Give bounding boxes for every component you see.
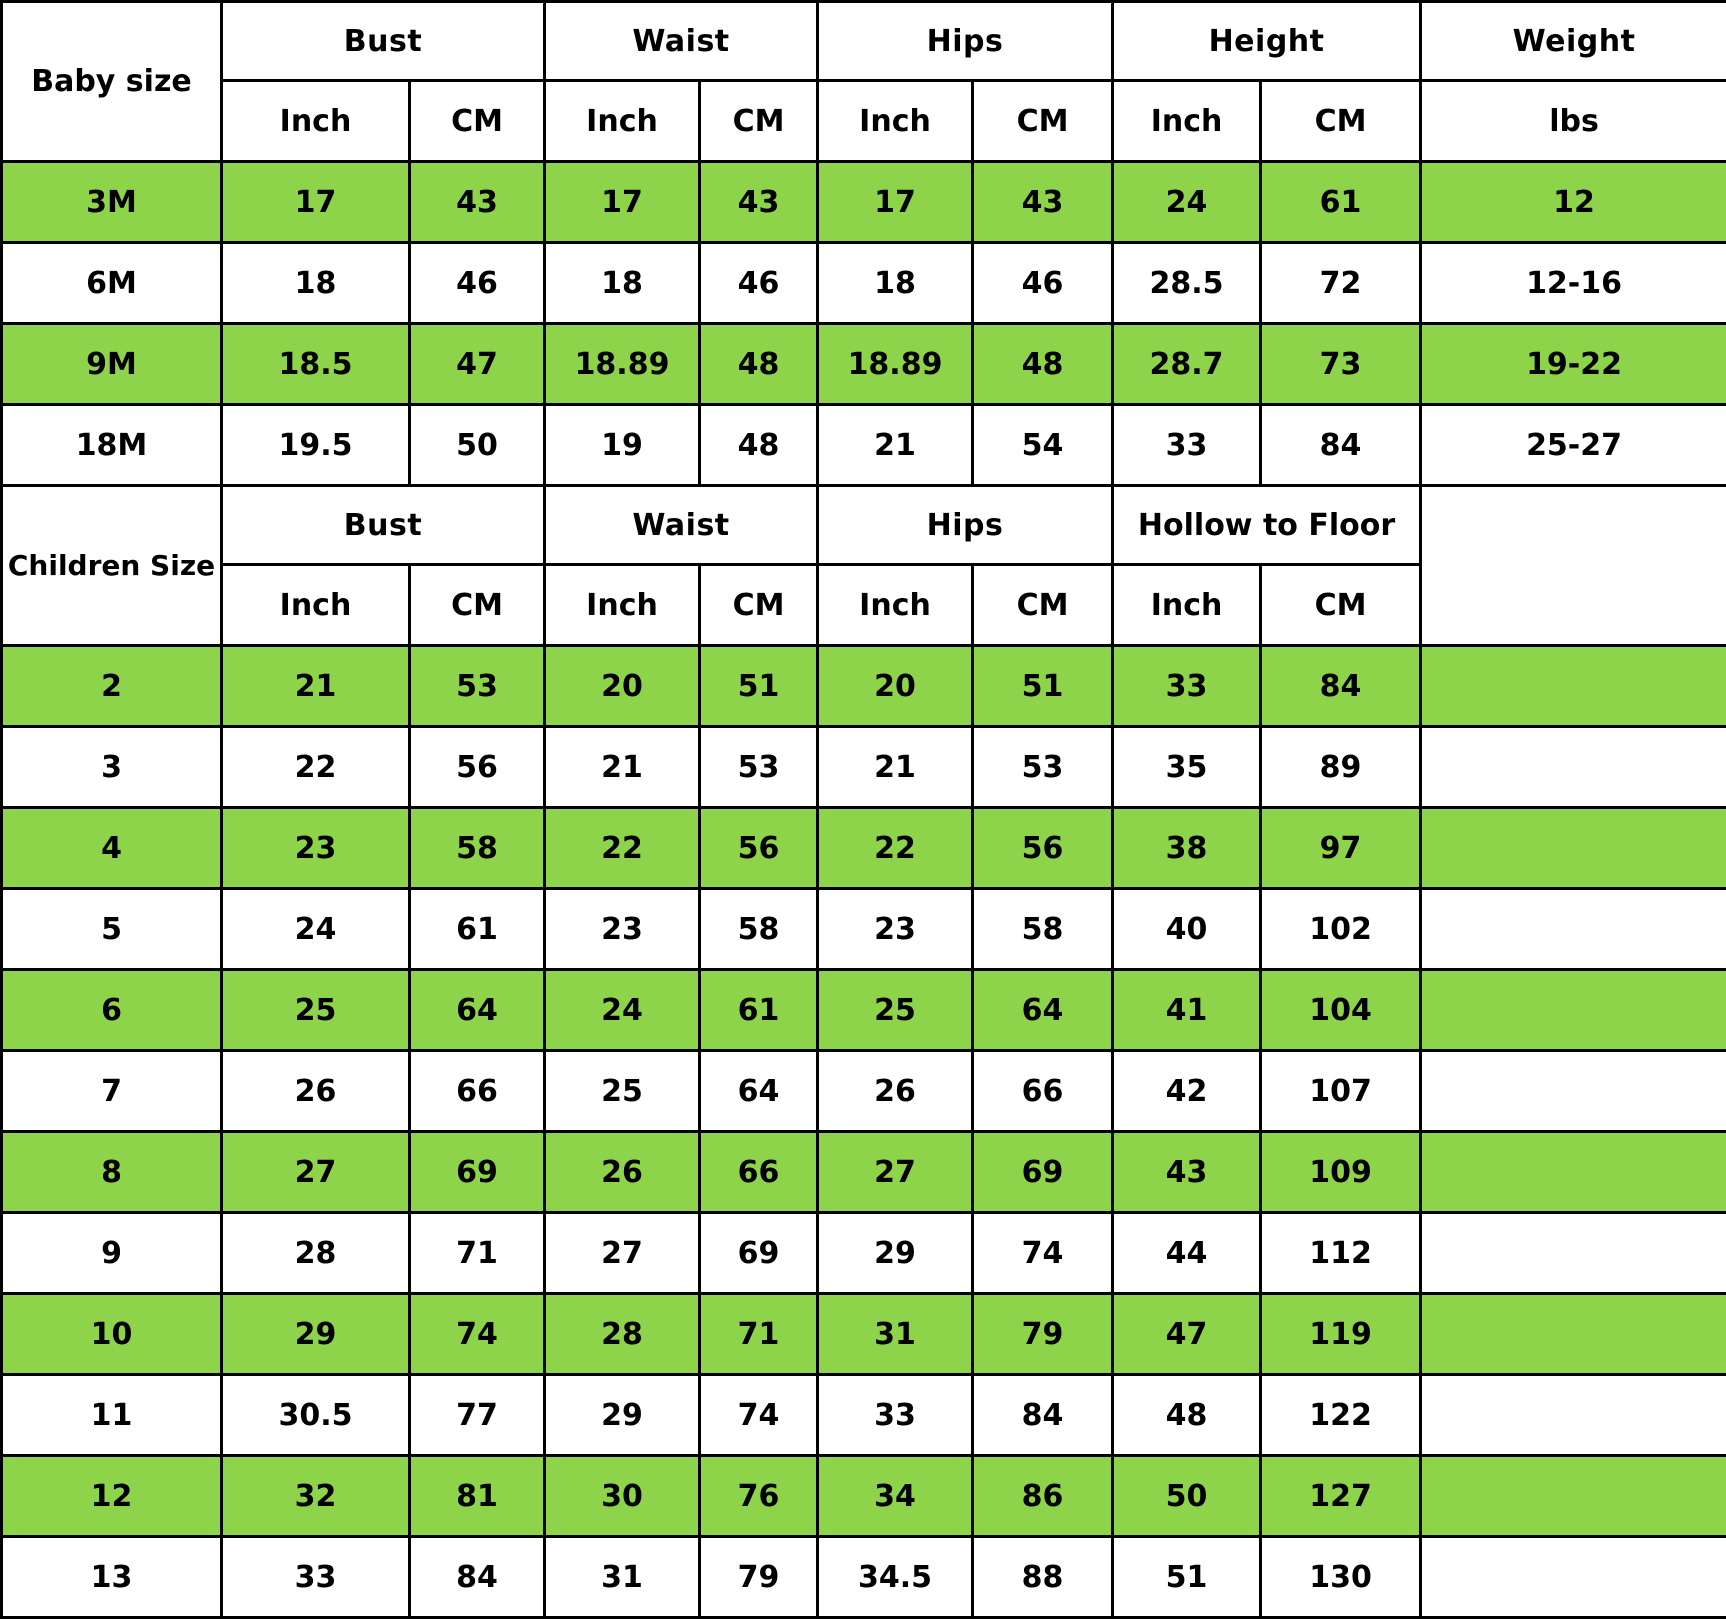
cell-hips-cm: 88: [973, 1537, 1113, 1618]
row-size-label: 3M: [2, 162, 222, 243]
cell-waist-inch: 30: [545, 1456, 700, 1537]
cell-waist-cm: 64: [700, 1051, 818, 1132]
row-size-label: 7: [2, 1051, 222, 1132]
cell-bust-cm: 71: [410, 1213, 545, 1294]
cell-hips-inch: 23: [818, 889, 973, 970]
row-size-label: 18M: [2, 405, 222, 486]
cell-bust-cm: 64: [410, 970, 545, 1051]
table-row: [2, 405, 1726, 486]
cell-hollow-cm: 119: [1261, 1294, 1421, 1375]
cell-hips-inch: 33: [818, 1375, 973, 1456]
cell-bust-inch: 18: [222, 243, 410, 324]
cell-hollow-cm: 127: [1261, 1456, 1421, 1537]
cell-hollow-cm: 107: [1261, 1051, 1421, 1132]
cell-blank: [1421, 1375, 1726, 1456]
cell-blank: [1421, 1051, 1726, 1132]
row-size-label: 5: [2, 889, 222, 970]
cell-blank: [1421, 1213, 1726, 1294]
children-unit-hollow-inch: Inch: [1113, 565, 1261, 646]
children-unit-bust-inch: Inch: [222, 565, 410, 646]
children-unit-hips-inch: Inch: [818, 565, 973, 646]
cell-weight-lbs: 12: [1421, 162, 1726, 243]
cell-hips-inch: 17: [818, 162, 973, 243]
cell-waist-cm: 46: [700, 243, 818, 324]
row-size-label: 11: [2, 1375, 222, 1456]
cell-height-cm: 61: [1261, 162, 1421, 243]
cell-hips-inch: 20: [818, 646, 973, 727]
baby-unit-bust-inch: Inch: [222, 81, 410, 162]
cell-waist-inch: 20: [545, 646, 700, 727]
cell-hips-cm: 79: [973, 1294, 1113, 1375]
cell-hollow-inch: 50: [1113, 1456, 1261, 1537]
table-row: [2, 1537, 1726, 1618]
baby-unit-waist-inch: Inch: [545, 81, 700, 162]
baby-unit-bust-cm: CM: [410, 81, 545, 162]
baby-header-weight: Weight: [1421, 2, 1726, 81]
baby-header-waist: Waist: [545, 2, 818, 81]
cell-hips-cm: 84: [973, 1375, 1113, 1456]
cell-hollow-cm: 84: [1261, 646, 1421, 727]
cell-bust-inch: 17: [222, 162, 410, 243]
baby-header-bust: Bust: [222, 2, 545, 81]
cell-blank: [1421, 970, 1726, 1051]
cell-hollow-cm: 112: [1261, 1213, 1421, 1294]
cell-hollow-cm: 102: [1261, 889, 1421, 970]
children-header-bust: Bust: [222, 486, 545, 565]
cell-bust-inch: 18.5: [222, 324, 410, 405]
table-row: [2, 324, 1726, 405]
cell-blank: [1421, 1294, 1726, 1375]
cell-bust-cm: 77: [410, 1375, 545, 1456]
cell-waist-inch: 17: [545, 162, 700, 243]
cell-hips-cm: 46: [973, 243, 1113, 324]
cell-bust-cm: 56: [410, 727, 545, 808]
cell-waist-inch: 18: [545, 243, 700, 324]
row-size-label: 8: [2, 1132, 222, 1213]
cell-hollow-inch: 44: [1113, 1213, 1261, 1294]
children-size-corner-label: Children Size: [2, 486, 222, 646]
cell-hollow-inch: 35: [1113, 727, 1261, 808]
cell-hips-cm: 51: [973, 646, 1113, 727]
row-size-label: 4: [2, 808, 222, 889]
table-row: [2, 889, 1726, 970]
cell-waist-inch: 25: [545, 1051, 700, 1132]
cell-weight-lbs: 19-22: [1421, 324, 1726, 405]
cell-bust-inch: 33: [222, 1537, 410, 1618]
cell-height-cm: 72: [1261, 243, 1421, 324]
cell-height-inch: 28.5: [1113, 243, 1261, 324]
cell-bust-cm: 61: [410, 889, 545, 970]
cell-hollow-inch: 47: [1113, 1294, 1261, 1375]
cell-waist-cm: 58: [700, 889, 818, 970]
cell-hips-inch: 26: [818, 1051, 973, 1132]
cell-bust-cm: 50: [410, 405, 545, 486]
row-size-label: 6: [2, 970, 222, 1051]
cell-hips-inch: 31: [818, 1294, 973, 1375]
table-row: [2, 808, 1726, 889]
cell-blank: [1421, 646, 1726, 727]
cell-waist-inch: 24: [545, 970, 700, 1051]
cell-hollow-inch: 42: [1113, 1051, 1261, 1132]
cell-hollow-cm: 97: [1261, 808, 1421, 889]
children-unit-hollow-cm: CM: [1261, 565, 1421, 646]
cell-waist-inch: 21: [545, 727, 700, 808]
cell-hollow-cm: 109: [1261, 1132, 1421, 1213]
cell-waist-cm: 74: [700, 1375, 818, 1456]
cell-hips-cm: 56: [973, 808, 1113, 889]
cell-waist-cm: 51: [700, 646, 818, 727]
cell-hips-inch: 27: [818, 1132, 973, 1213]
cell-height-cm: 73: [1261, 324, 1421, 405]
cell-hips-cm: 48: [973, 324, 1113, 405]
cell-waist-inch: 29: [545, 1375, 700, 1456]
baby-header-unit-row: [2, 81, 1726, 162]
cell-blank: [1421, 1537, 1726, 1618]
cell-hips-inch: 29: [818, 1213, 973, 1294]
cell-hips-inch: 21: [818, 727, 973, 808]
cell-blank: [1421, 727, 1726, 808]
cell-waist-inch: 31: [545, 1537, 700, 1618]
baby-header-height: Height: [1113, 2, 1421, 81]
baby-unit-weight-lbs: lbs: [1421, 81, 1726, 162]
cell-hollow-inch: 48: [1113, 1375, 1261, 1456]
children-header-hollow-to-floor: Hollow to Floor: [1113, 486, 1421, 565]
cell-bust-inch: 22: [222, 727, 410, 808]
cell-weight-lbs: 12-16: [1421, 243, 1726, 324]
cell-bust-cm: 84: [410, 1537, 545, 1618]
cell-waist-cm: 61: [700, 970, 818, 1051]
cell-bust-inch: 23: [222, 808, 410, 889]
cell-bust-cm: 46: [410, 243, 545, 324]
children-unit-bust-cm: CM: [410, 565, 545, 646]
row-size-label: 6M: [2, 243, 222, 324]
row-size-label: 2: [2, 646, 222, 727]
row-size-label: 10: [2, 1294, 222, 1375]
cell-waist-inch: 22: [545, 808, 700, 889]
cell-bust-cm: 43: [410, 162, 545, 243]
cell-waist-cm: 48: [700, 324, 818, 405]
baby-size-corner-label: Baby size: [2, 2, 222, 162]
cell-bust-inch: 29: [222, 1294, 410, 1375]
baby-unit-hips-cm: CM: [973, 81, 1113, 162]
cell-hips-cm: 64: [973, 970, 1113, 1051]
cell-blank: [1421, 808, 1726, 889]
cell-waist-inch: 18.89: [545, 324, 700, 405]
cell-hollow-inch: 43: [1113, 1132, 1261, 1213]
baby-header-hips: Hips: [818, 2, 1113, 81]
baby-header-group-row: [2, 2, 1726, 81]
row-size-label: 13: [2, 1537, 222, 1618]
cell-hollow-cm: 89: [1261, 727, 1421, 808]
cell-bust-inch: 27: [222, 1132, 410, 1213]
cell-waist-cm: 56: [700, 808, 818, 889]
cell-waist-cm: 71: [700, 1294, 818, 1375]
cell-waist-cm: 66: [700, 1132, 818, 1213]
table-row: [2, 727, 1726, 808]
row-size-label: 9: [2, 1213, 222, 1294]
cell-waist-cm: 43: [700, 162, 818, 243]
cell-height-inch: 28.7: [1113, 324, 1261, 405]
cell-blank: [1421, 1456, 1726, 1537]
cell-bust-inch: 24: [222, 889, 410, 970]
table-row: [2, 1294, 1726, 1375]
cell-hips-cm: 66: [973, 1051, 1113, 1132]
row-size-label: 12: [2, 1456, 222, 1537]
table-row: [2, 1051, 1726, 1132]
children-header-blank: [1421, 486, 1726, 646]
cell-hollow-cm: 130: [1261, 1537, 1421, 1618]
cell-hollow-inch: 40: [1113, 889, 1261, 970]
cell-hollow-inch: 51: [1113, 1537, 1261, 1618]
cell-height-cm: 84: [1261, 405, 1421, 486]
cell-waist-cm: 53: [700, 727, 818, 808]
cell-bust-inch: 25: [222, 970, 410, 1051]
cell-hips-inch: 18: [818, 243, 973, 324]
cell-hips-inch: 34.5: [818, 1537, 973, 1618]
cell-hips-inch: 25: [818, 970, 973, 1051]
cell-hips-cm: 58: [973, 889, 1113, 970]
cell-waist-inch: 23: [545, 889, 700, 970]
cell-hips-inch: 21: [818, 405, 973, 486]
cell-hips-cm: 69: [973, 1132, 1113, 1213]
cell-hips-cm: 74: [973, 1213, 1113, 1294]
cell-hips-inch: 22: [818, 808, 973, 889]
cell-waist-cm: 69: [700, 1213, 818, 1294]
cell-bust-inch: 26: [222, 1051, 410, 1132]
cell-bust-cm: 58: [410, 808, 545, 889]
cell-bust-inch: 30.5: [222, 1375, 410, 1456]
cell-blank: [1421, 889, 1726, 970]
cell-bust-cm: 47: [410, 324, 545, 405]
table-row: [2, 646, 1726, 727]
cell-hips-cm: 53: [973, 727, 1113, 808]
table-row: [2, 970, 1726, 1051]
cell-hollow-cm: 104: [1261, 970, 1421, 1051]
cell-bust-inch: 21: [222, 646, 410, 727]
cell-waist-cm: 48: [700, 405, 818, 486]
cell-hollow-inch: 33: [1113, 646, 1261, 727]
table-row: [2, 1132, 1726, 1213]
cell-hollow-inch: 41: [1113, 970, 1261, 1051]
children-unit-waist-cm: CM: [700, 565, 818, 646]
table-row: [2, 1213, 1726, 1294]
cell-weight-lbs: 25-27: [1421, 405, 1726, 486]
cell-height-inch: 33: [1113, 405, 1261, 486]
row-size-label: 9M: [2, 324, 222, 405]
row-size-label: 3: [2, 727, 222, 808]
cell-hips-inch: 18.89: [818, 324, 973, 405]
children-header-group-row: [2, 486, 1726, 565]
cell-bust-cm: 69: [410, 1132, 545, 1213]
cell-hips-inch: 34: [818, 1456, 973, 1537]
cell-waist-inch: 27: [545, 1213, 700, 1294]
children-unit-hips-cm: CM: [973, 565, 1113, 646]
cell-bust-inch: 19.5: [222, 405, 410, 486]
baby-unit-waist-cm: CM: [700, 81, 818, 162]
table-row: [2, 1375, 1726, 1456]
cell-waist-inch: 26: [545, 1132, 700, 1213]
cell-hips-cm: 54: [973, 405, 1113, 486]
cell-height-inch: 24: [1113, 162, 1261, 243]
cell-bust-cm: 66: [410, 1051, 545, 1132]
cell-hips-cm: 86: [973, 1456, 1113, 1537]
cell-waist-cm: 76: [700, 1456, 818, 1537]
cell-bust-inch: 32: [222, 1456, 410, 1537]
children-header-waist: Waist: [545, 486, 818, 565]
cell-waist-cm: 79: [700, 1537, 818, 1618]
cell-bust-cm: 53: [410, 646, 545, 727]
cell-hollow-inch: 38: [1113, 808, 1261, 889]
cell-bust-cm: 81: [410, 1456, 545, 1537]
cell-waist-inch: 19: [545, 405, 700, 486]
cell-bust-cm: 74: [410, 1294, 545, 1375]
cell-blank: [1421, 1132, 1726, 1213]
table-row: [2, 243, 1726, 324]
baby-unit-height-cm: CM: [1261, 81, 1421, 162]
baby-unit-height-inch: Inch: [1113, 81, 1261, 162]
cell-waist-inch: 28: [545, 1294, 700, 1375]
children-unit-waist-inch: Inch: [545, 565, 700, 646]
table-row: [2, 1456, 1726, 1537]
children-header-hips: Hips: [818, 486, 1113, 565]
cell-bust-inch: 28: [222, 1213, 410, 1294]
cell-hips-cm: 43: [973, 162, 1113, 243]
baby-unit-hips-inch: Inch: [818, 81, 973, 162]
cell-hollow-cm: 122: [1261, 1375, 1421, 1456]
table-row: [2, 162, 1726, 243]
